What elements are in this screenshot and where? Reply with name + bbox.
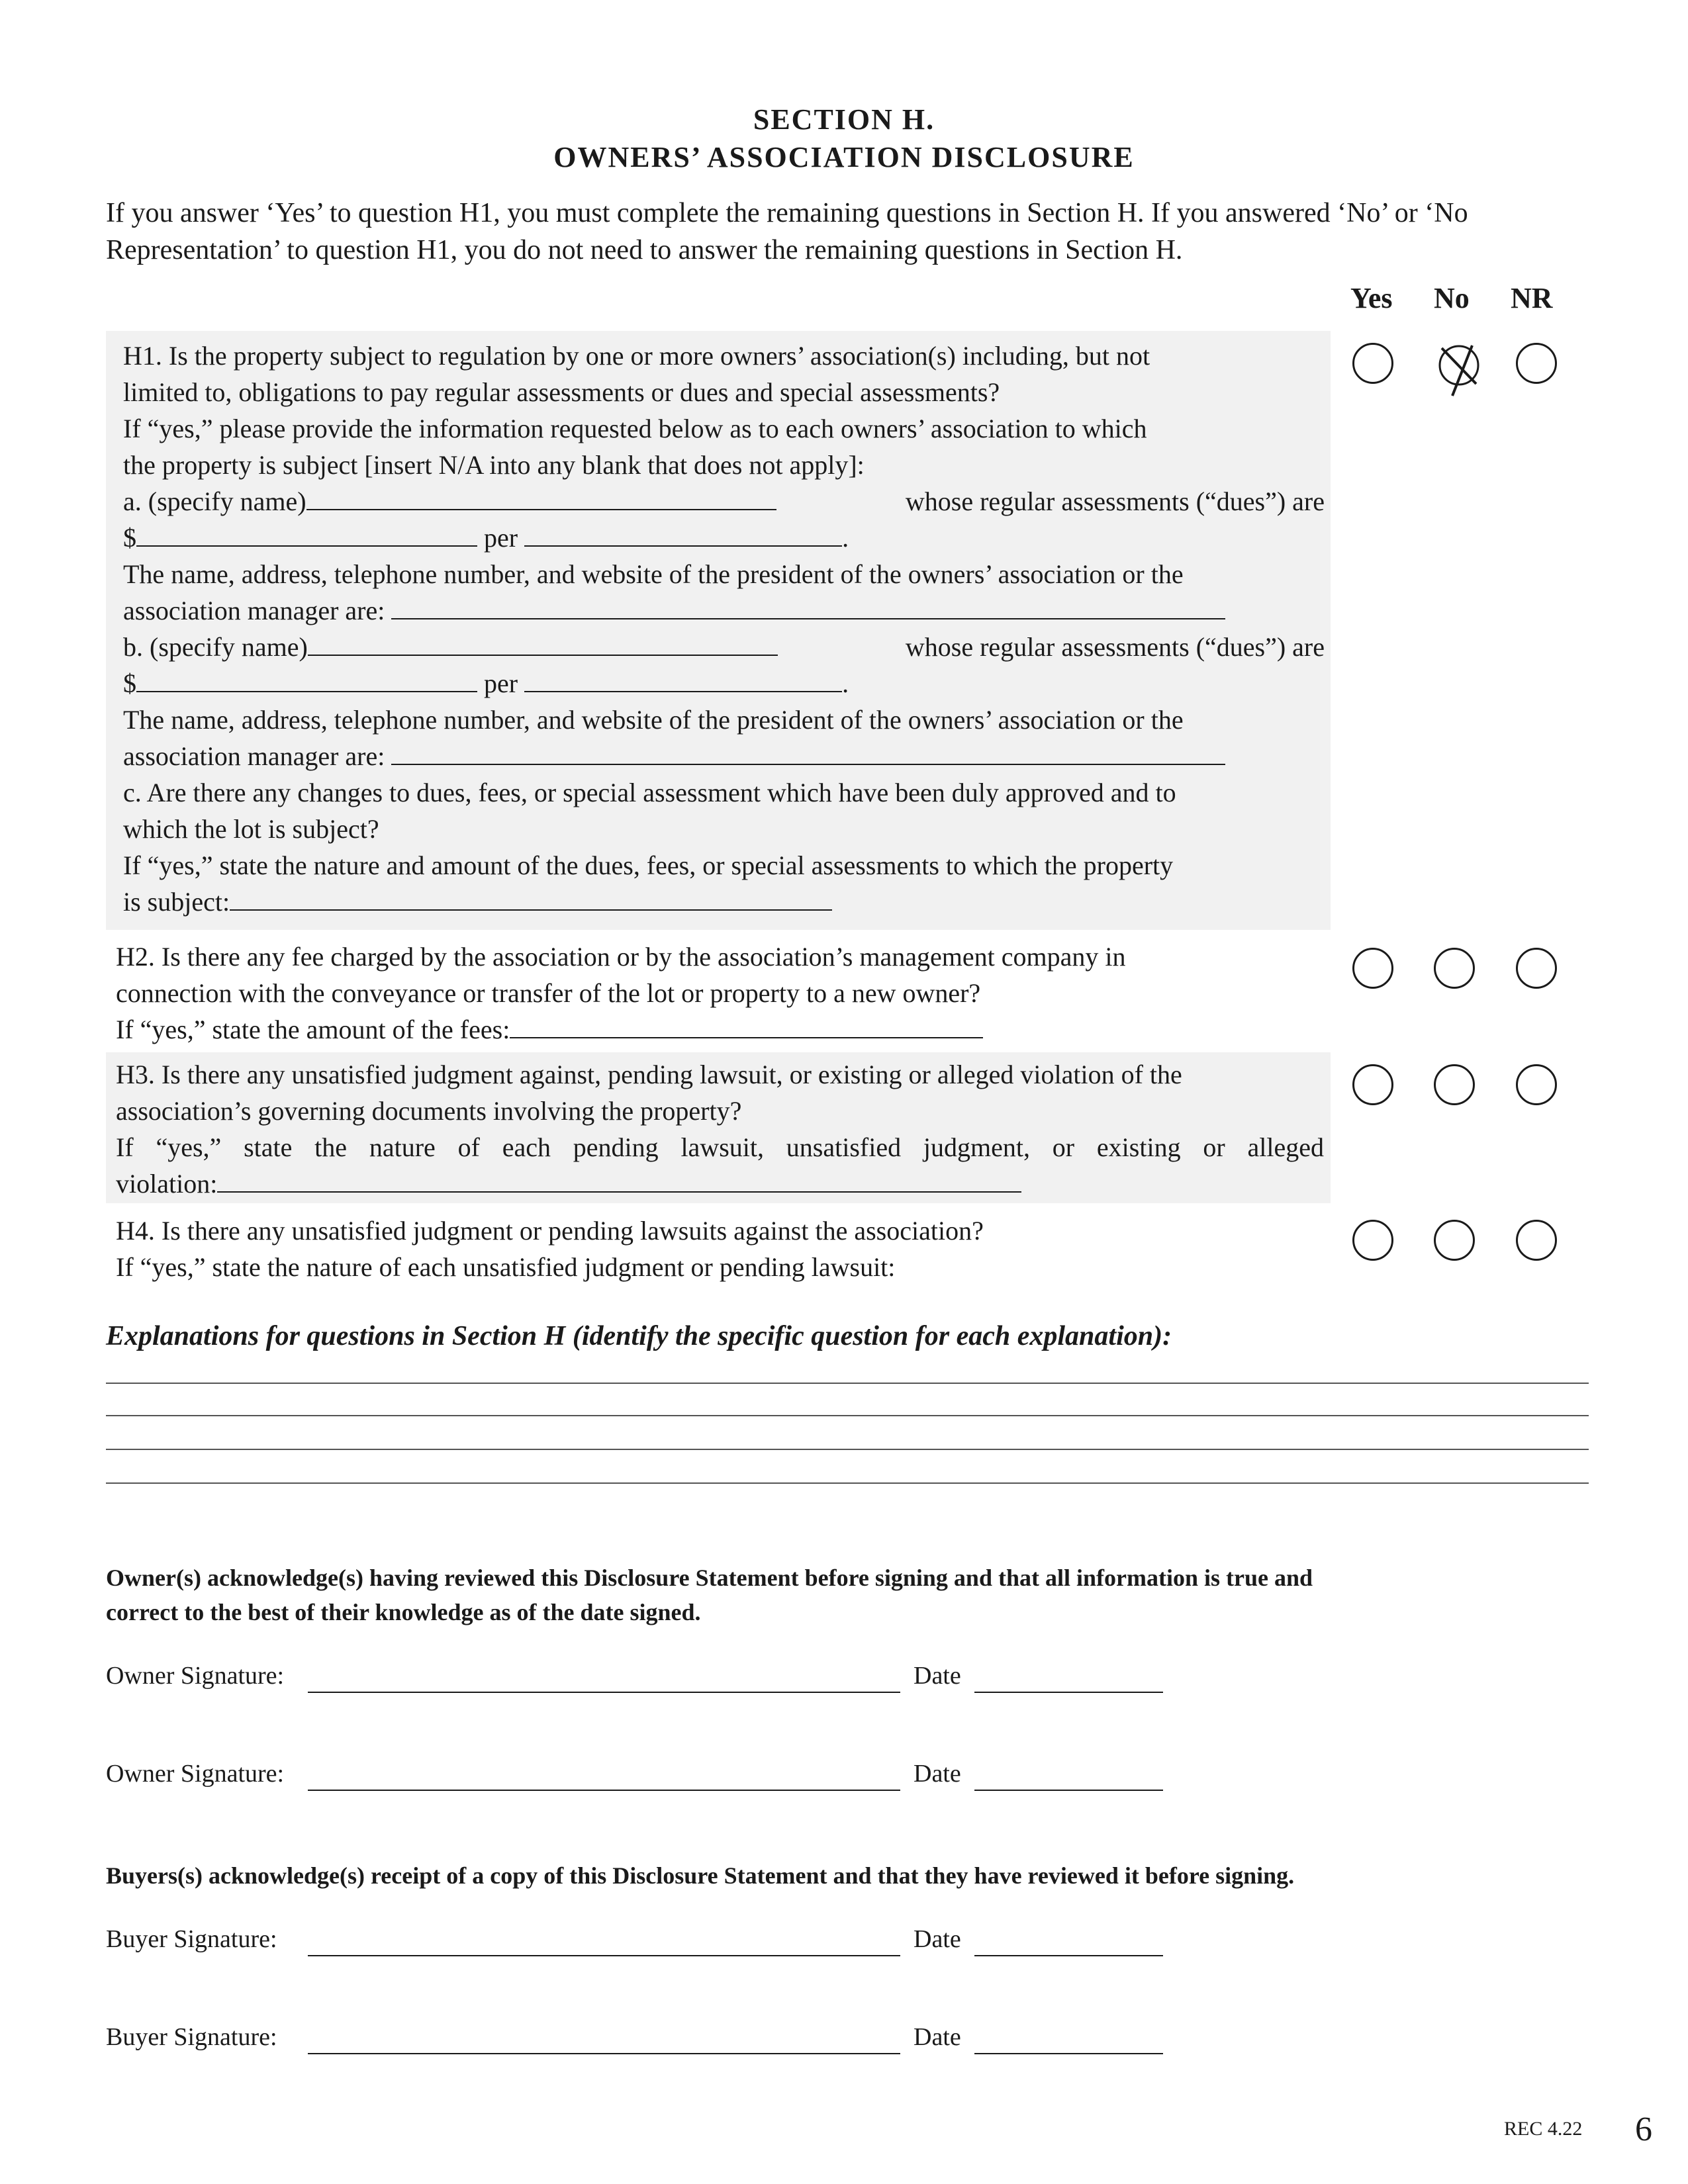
h1-b-dues-row (123, 665, 1328, 702)
per-label: per (484, 523, 518, 553)
h1-c-line-2: which the lot is subject? (123, 814, 379, 844)
question-h1 (123, 338, 1328, 920)
owner-signature-field-1[interactable] (308, 1692, 900, 1693)
h1-line-4: the property is subject [insert N/A into any blank that does not apply]: (123, 450, 865, 480)
column-nr-header: NR (1511, 282, 1553, 314)
buyer-signature-field-1[interactable] (308, 1955, 900, 1956)
h1-a-period-field[interactable] (524, 522, 842, 547)
h1-yes-radio[interactable] (1352, 343, 1393, 384)
h1-c-row (123, 884, 1328, 920)
question-h4 (116, 1212, 1327, 1285)
h2-nr-radio[interactable] (1516, 948, 1557, 989)
h1-no-radio-checked[interactable] (1432, 338, 1488, 397)
h1-a-suffix: whose regular assessments (“dues”) are (905, 486, 1325, 516)
h4-line-2: If “yes,” state the nature of each unsatisfied judgment or pending lawsuit: (116, 1252, 896, 1282)
h1-line-2: limited to, obligations to pay regular assessments or dues and special assessments? (123, 377, 1000, 407)
h1-b-pres-row (123, 738, 1328, 774)
explanation-line-1[interactable] (106, 1383, 1589, 1384)
h1-b-label: b. (specify name) (123, 632, 308, 662)
h3-row (116, 1165, 1327, 1202)
buyer-signature-field-2[interactable] (308, 2053, 900, 2054)
owner-acknowledgement (106, 1561, 1313, 1629)
explanation-line-2[interactable] (106, 1415, 1589, 1416)
h1-b-president-field[interactable] (391, 740, 1225, 765)
buyer-date-field-2[interactable] (974, 2053, 1163, 2054)
h3-line-1: H3. Is there any unsatisfied judgment against, pending lawsuit, or existing or alleged violation of the (116, 1060, 1182, 1089)
buyer-signature-label-2: Buyer Signature: (106, 2023, 277, 2051)
h1-b-row (123, 629, 1325, 665)
h1-a-pres-label: association manager are: (123, 596, 385, 625)
h1-a-pres-row (123, 592, 1328, 629)
explanation-line-4[interactable] (106, 1482, 1589, 1484)
h3-line-2: association’s governing documents involving the property? (116, 1096, 742, 1126)
h1-a-president-field[interactable] (391, 594, 1225, 619)
intro-line-2: Representation’ to question H1, you do not need to answer the remaining questions in Section H. (106, 235, 1183, 265)
x-mark-icon (1432, 338, 1488, 397)
h2-line-1: H2. Is there any fee charged by the association or by the association’s management company in (116, 942, 1126, 972)
page-number: 6 (1635, 2111, 1652, 2148)
owner-date-field-2[interactable] (974, 1790, 1163, 1791)
h4-line-1: H4. Is there any unsatisfied judgment or pending lawsuits against the association? (116, 1216, 984, 1246)
h2-line-2: connection with the conveyance or transfer of the lot or property to a new owner? (116, 978, 981, 1008)
owner-date-label-1: Date (914, 1662, 961, 1690)
owner-date-label-2: Date (914, 1760, 961, 1788)
question-h2 (116, 938, 1334, 1048)
h1-b-period-field[interactable] (524, 667, 842, 692)
buyer-date-field-1[interactable] (974, 1955, 1163, 1956)
h1-b-pres-line-1: The name, address, telephone number, and website of the president of the owners’ association or the (123, 705, 1184, 735)
h1-c-field[interactable] (230, 886, 832, 911)
question-h3 (116, 1056, 1327, 1202)
h2-fee-field[interactable] (510, 1013, 983, 1038)
h4-nr-radio[interactable] (1516, 1220, 1557, 1261)
intro-text (106, 195, 1595, 269)
h3-line-3: If “yes,” state the nature of each pending lawsuit, unsatisfied judgment, or existing or alleged (116, 1132, 1324, 1162)
dollar-sign: $ (123, 668, 136, 698)
h1-b-pres-label: association manager are: (123, 741, 385, 771)
buyer-date-label-1: Date (914, 1925, 961, 1953)
h1-a-row (123, 483, 1325, 520)
h1-a-amount-field[interactable] (136, 522, 477, 547)
h1-a-label: a. (specify name) (123, 486, 306, 516)
h3-no-radio[interactable] (1434, 1064, 1475, 1105)
h1-c-line-1: c. Are there any changes to dues, fees, or special assessment which have been duly approved and to (123, 778, 1176, 807)
column-no-header: No (1434, 282, 1470, 314)
h3-label: violation: (116, 1169, 218, 1199)
explanation-line-3[interactable] (106, 1449, 1589, 1450)
explanations-title: Explanations for questions in Section H (identify the specific question for each explanation): (106, 1321, 1172, 1351)
h1-nr-radio[interactable] (1516, 343, 1557, 384)
intro-line-1: If you answer ‘Yes’ to question H1, you must complete the remaining questions in Section H. If you answered ‘No’ or ‘No (106, 198, 1468, 228)
h2-no-radio[interactable] (1434, 948, 1475, 989)
h1-a-name-field[interactable] (306, 485, 776, 510)
owner-ack-line-1: Owner(s) acknowledge(s) having reviewed this Disclosure Statement before signing and that all information is true and (106, 1565, 1313, 1591)
h2-yes-radio[interactable] (1352, 948, 1393, 989)
dollar-sign: $ (123, 523, 136, 553)
h1-line-3: If “yes,” please provide the information requested below as to each owners’ association to which (123, 414, 1147, 443)
form-code: REC 4.22 (1504, 2118, 1583, 2140)
h2-label: If “yes,” state the amount of the fees: (116, 1015, 510, 1044)
section-title: SECTION H. (753, 103, 935, 136)
h1-b-amount-field[interactable] (136, 667, 477, 692)
h4-yes-radio[interactable] (1352, 1220, 1393, 1261)
buyer-signature-label-1: Buyer Signature: (106, 1925, 277, 1953)
h1-a-pres-line-1: The name, address, telephone number, and website of the president of the owners’ association or the (123, 559, 1184, 589)
h1-b-suffix: whose regular assessments (“dues”) are (905, 632, 1325, 662)
h1-b-name-field[interactable] (308, 631, 778, 656)
period-mark: . (842, 668, 849, 698)
h1-c-line-3: If “yes,” state the nature and amount of the dues, fees, or special assessments to which the property (123, 850, 1174, 880)
buyer-acknowledgement: Buyers(s) acknowledge(s) receipt of a copy of this Disclosure Statement and that they have reviewed it before signing. (106, 1862, 1295, 1889)
owner-ack-line-2: correct to the best of their knowledge as of the date signed. (106, 1599, 701, 1625)
h1-a-dues-row (123, 520, 1328, 556)
owner-signature-label-2: Owner Signature: (106, 1760, 285, 1788)
h1-line-1: H1. Is the property subject to regulation by one or more owners’ association(s) including, but not (123, 341, 1150, 371)
h1-c-label: is subject: (123, 887, 230, 917)
h3-nr-radio[interactable] (1516, 1064, 1557, 1105)
buyer-date-label-2: Date (914, 2023, 961, 2051)
owner-signature-label-1: Owner Signature: (106, 1662, 285, 1690)
column-yes-header: Yes (1350, 282, 1393, 314)
per-label: per (484, 668, 518, 698)
owner-date-field-1[interactable] (974, 1692, 1163, 1693)
section-subtitle: OWNERS’ ASSOCIATION DISCLOSURE (553, 141, 1135, 173)
h2-row (116, 1011, 1334, 1048)
h3-violation-field[interactable] (217, 1167, 1021, 1193)
h3-yes-radio[interactable] (1352, 1064, 1393, 1105)
period-mark: . (842, 523, 849, 553)
h4-no-radio[interactable] (1434, 1220, 1475, 1261)
owner-signature-field-2[interactable] (308, 1790, 900, 1791)
